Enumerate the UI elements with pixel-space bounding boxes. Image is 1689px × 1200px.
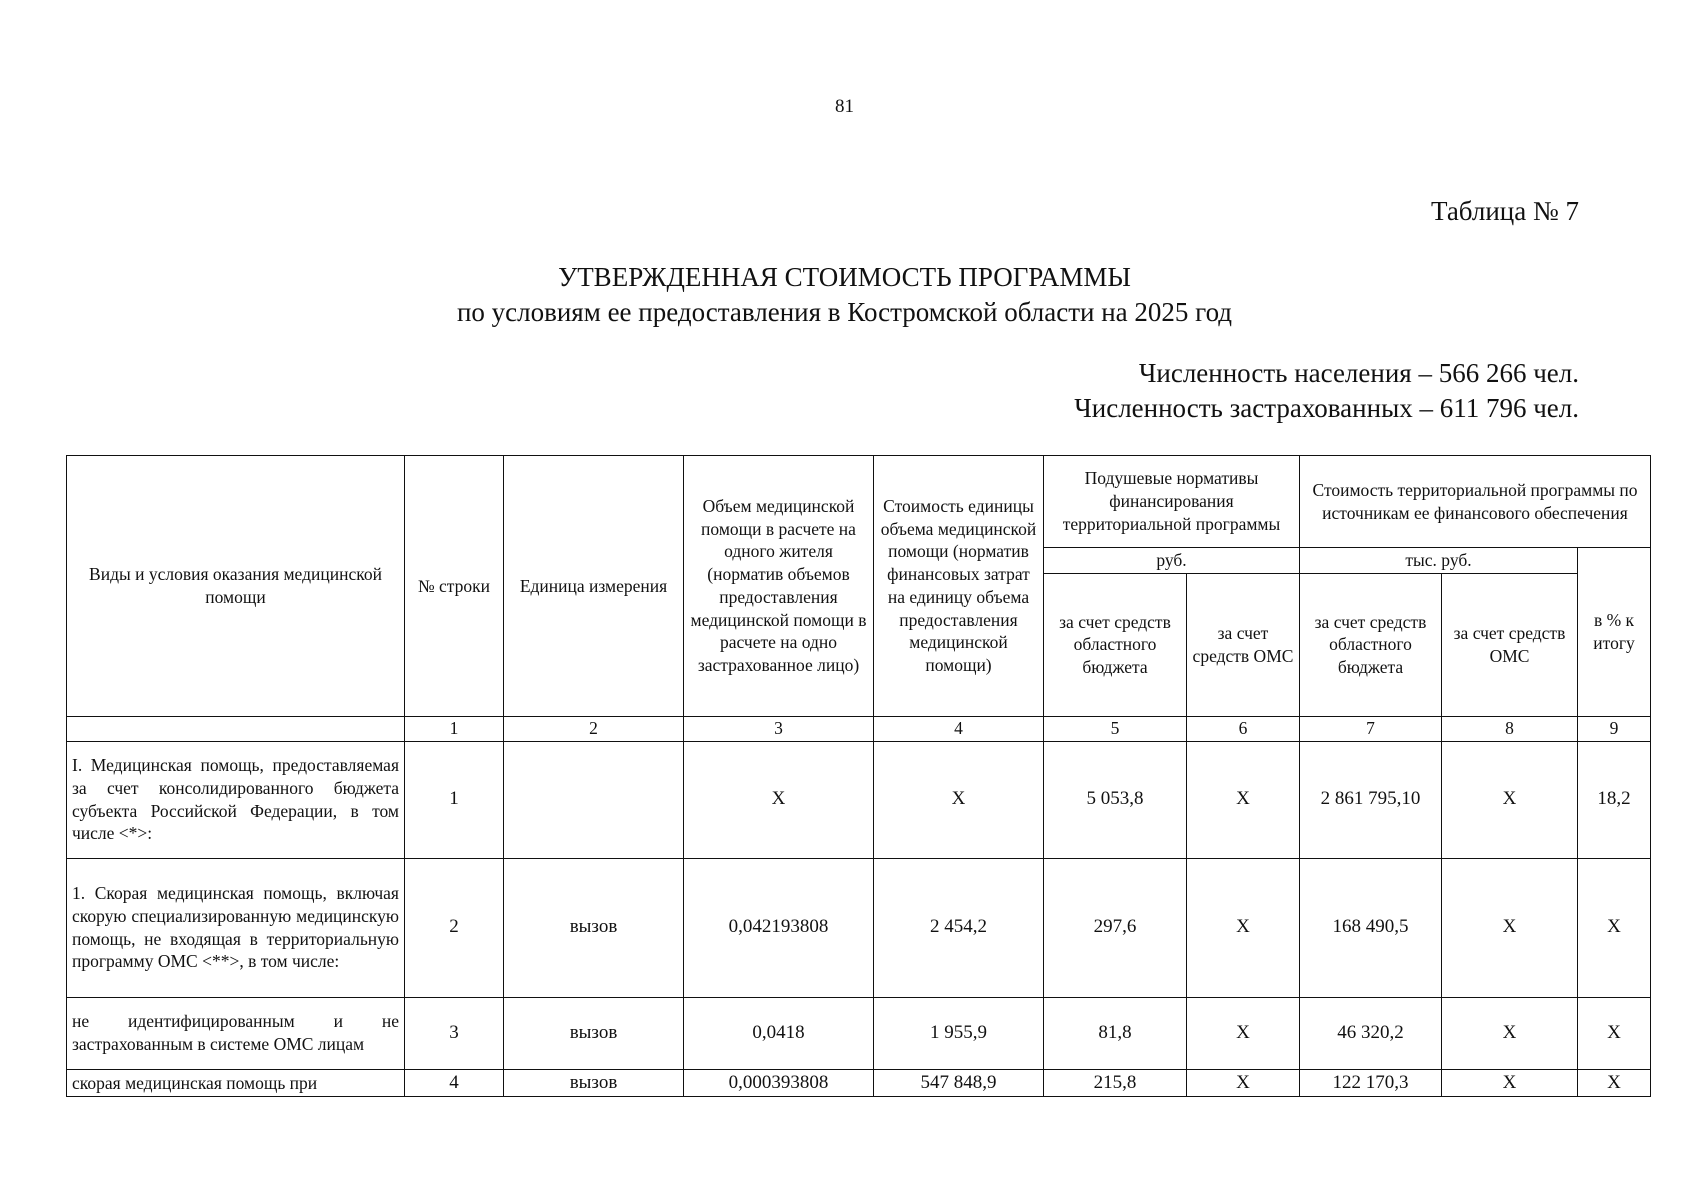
cost-table	[66, 455, 1651, 1097]
row-percent: X	[1578, 997, 1651, 1069]
row-description: не идентифицированным и не застрахованным в системе ОМС лицам	[67, 997, 405, 1069]
row-tc-budget: 122 170,3	[1300, 1069, 1442, 1097]
row-number: 4	[405, 1069, 504, 1097]
page-number: 81	[835, 96, 854, 117]
row-volume: 0,000393808	[684, 1069, 874, 1097]
header-volume: Объем медицинской помощи в расчете на одного жителя (норматив объемов предоставления медицинской помощи в расчете на одно застрахованное лицо)	[684, 456, 874, 717]
row-description: 1. Скорая медицинская помощь, включая скорую специализированную медицинскую помощь, не входящая в территориальную программу ОМС <**>, в том числе:	[67, 858, 405, 997]
column-number: 5	[1044, 716, 1187, 741]
row-number: 3	[405, 997, 504, 1069]
row-tc-budget: 168 490,5	[1300, 858, 1442, 997]
column-number: 3	[684, 716, 874, 741]
row-cost-unit: 1 955,9	[874, 997, 1044, 1069]
header-cost-unit: Стоимость единицы объема медицинской помощи (норматив финансовых затрат на единицу объема предоставления медицинской помощи)	[874, 456, 1044, 717]
column-number: 6	[1187, 716, 1300, 741]
document-subtitle: по условиям ее предоставления в Костромской области на 2025 год	[456, 297, 1233, 327]
row-cost-unit: 2 454,2	[874, 858, 1044, 997]
column-number: 8	[1442, 716, 1578, 741]
row-percent: 18,2	[1578, 741, 1651, 858]
header-percent: в % к итогу	[1578, 548, 1651, 717]
row-unit	[504, 741, 684, 858]
row-number: 2	[405, 858, 504, 997]
population-count: Численность населения – 566 266 чел.	[1138, 358, 1579, 388]
row-description: скорая медицинская помощь при	[67, 1069, 405, 1097]
table-row	[67, 741, 1651, 858]
table-row	[67, 997, 1651, 1069]
table-row	[67, 858, 1651, 997]
table-row	[67, 1069, 1651, 1097]
row-pc-oms: X	[1187, 997, 1300, 1069]
column-number: 2	[504, 716, 684, 741]
column-numbers-row	[67, 716, 1651, 741]
column-number: 1	[405, 716, 504, 741]
row-unit: вызов	[504, 858, 684, 997]
row-unit: вызов	[504, 997, 684, 1069]
insured-count: Численность застрахованных – 611 796 чел.	[1074, 393, 1579, 423]
header-tc-oms: за счет средств ОМС	[1442, 573, 1578, 716]
row-description: I. Медицинская помощь, предоставляемая за счет консолидированного бюджета субъекта Российской Федерации, в том числе <*>:	[67, 741, 405, 858]
row-pc-budget: 81,8	[1044, 997, 1187, 1069]
table-number: Таблица № 7	[1431, 196, 1579, 226]
header-unit: Единица измерения	[504, 456, 684, 717]
row-volume: 0,042193808	[684, 858, 874, 997]
row-tc-budget: 46 320,2	[1300, 997, 1442, 1069]
column-number: 7	[1300, 716, 1442, 741]
row-pc-oms: X	[1187, 741, 1300, 858]
header-pc-oms: за счет средств ОМС	[1187, 573, 1300, 716]
row-pc-budget: 5 053,8	[1044, 741, 1187, 858]
column-number: 9	[1578, 716, 1651, 741]
header-row-1	[67, 456, 1651, 548]
row-number: 1	[405, 741, 504, 858]
header-thous-rub: тыс. руб.	[1300, 548, 1578, 574]
row-percent: X	[1578, 1069, 1651, 1097]
header-per-capita: Подушевые нормативы финансирования территориальной программы	[1044, 456, 1300, 548]
row-pc-budget: 215,8	[1044, 1069, 1187, 1097]
row-tc-oms: X	[1442, 1069, 1578, 1097]
row-pc-budget: 297,6	[1044, 858, 1187, 997]
row-volume: 0,0418	[684, 997, 874, 1069]
row-unit: вызов	[504, 1069, 684, 1097]
header-row-no: № строки	[405, 456, 504, 717]
row-tc-oms: X	[1442, 858, 1578, 997]
document-title: УТВЕРЖДЕННАЯ СТОИМОСТЬ ПРОГРАММЫ	[558, 262, 1131, 292]
header-rub: руб.	[1044, 548, 1300, 574]
column-number	[67, 716, 405, 741]
header-kinds: Виды и условия оказания медицинской помощи	[67, 456, 405, 717]
header-total-cost: Стоимость территориальной программы по источникам ее финансового обеспечения	[1300, 456, 1651, 548]
row-tc-oms: X	[1442, 741, 1578, 858]
row-tc-budget: 2 861 795,10	[1300, 741, 1442, 858]
row-cost-unit: 547 848,9	[874, 1069, 1044, 1097]
column-number: 4	[874, 716, 1044, 741]
row-tc-oms: X	[1442, 997, 1578, 1069]
row-pc-oms: X	[1187, 1069, 1300, 1097]
row-volume: X	[684, 741, 874, 858]
header-pc-budget: за счет средств областного бюджета	[1044, 573, 1187, 716]
row-percent: X	[1578, 858, 1651, 997]
row-pc-oms: X	[1187, 858, 1300, 997]
header-tc-budget: за счет средств областного бюджета	[1300, 573, 1442, 716]
row-cost-unit: X	[874, 741, 1044, 858]
